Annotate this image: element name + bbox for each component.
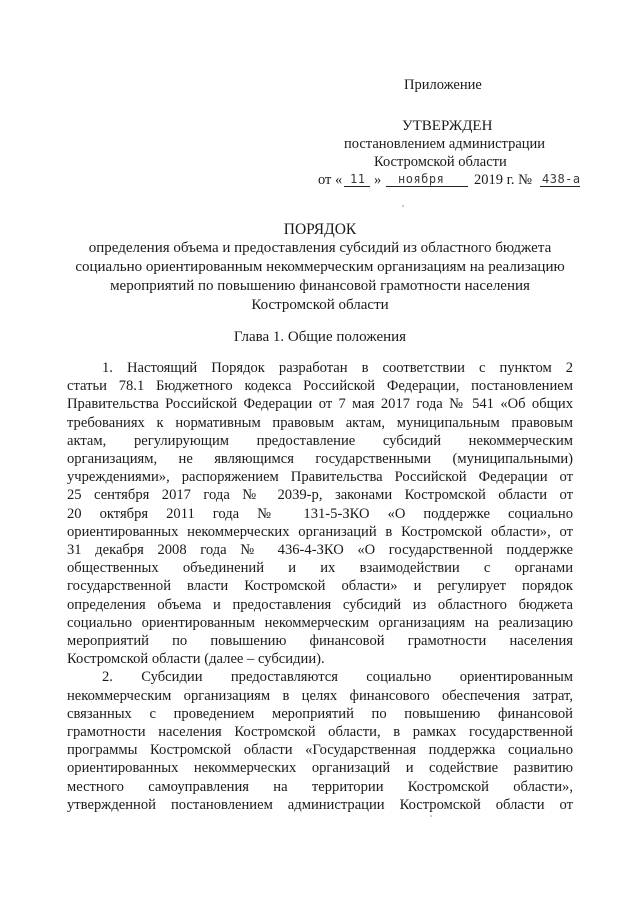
subtitle-line: Костромской области xyxy=(251,297,389,313)
text-line: ориентированных некоммерческих организаций в Костромской области», от xyxy=(67,523,573,540)
text-line: актам, регулирующим предоставление субсидий некоммерческим xyxy=(67,432,573,449)
paragraph-1 xyxy=(67,359,573,814)
region-label: Костромской области xyxy=(374,154,507,170)
text-line: грамотности населения Костромской области, в рамках государственной xyxy=(67,724,573,741)
text-line: организациям, не являющимся государственными (муниципальными) xyxy=(67,451,573,468)
approved-label: УТВЕРЖДЕН xyxy=(402,118,493,134)
appendix-label: Приложение xyxy=(404,77,482,93)
decree-label: постановлением администрации xyxy=(344,136,546,152)
handwritten-number: 438-а xyxy=(542,172,581,186)
handwritten-day: 11 xyxy=(350,172,366,186)
text-line: социально ориентированным некоммерческим организациям на реализацию xyxy=(67,614,573,631)
text-line: ориентированных некоммерческих организаций и содействие развитию xyxy=(67,760,573,777)
text-line: мероприятий по повышению финансовой грамотности населения xyxy=(67,633,573,650)
text-line: 25 сентября 2017 года № 2039-р, законами Костромской области от xyxy=(67,487,573,504)
text-line: утвержденной постановлением администрации Костромской области от xyxy=(67,796,573,813)
text-line: общественных объединений и их взаимодействии с органами xyxy=(67,560,573,577)
text-line: государственной власти Костромской области» и регулирует порядок xyxy=(67,578,573,595)
subtitle-line: мероприятий по повышению финансовой грамотности населения xyxy=(110,278,530,294)
text-line: Костромской области (далее – субсидии). xyxy=(67,651,325,668)
text-line: 1. Настоящий Порядок разработан в соответствии с пунктом 2 xyxy=(102,360,573,376)
text-line: Правительства Российской Федерации от 7 мая 2017 года № 541 «Об общих xyxy=(67,396,573,413)
scan-speck xyxy=(402,205,404,207)
text-line: 2. Субсидии предоставляются социально ориентированным xyxy=(102,669,573,686)
subtitle-line: социально ориентированным некоммерческим организациям на реализацию xyxy=(75,259,565,275)
text-line: требованиях к нормативным правовым актам, муниципальным правовым xyxy=(67,414,573,431)
text-line: 31 декабря 2008 года № 436-4-ЗКО «О государственной поддержке xyxy=(67,542,573,559)
text-line: определения объема и предоставления субсидий из областного бюджета xyxy=(67,596,573,613)
text-line: местного самоуправления на территории Костромской области», xyxy=(67,778,573,795)
text-line: статьи 78.1 Бюджетного кодекса Российской Федерации, постановлением xyxy=(67,378,573,395)
date-line xyxy=(318,171,342,189)
year-number-label: 2019 г. № xyxy=(474,172,533,188)
handwritten-month: ноября xyxy=(398,172,445,186)
subtitle-line: определения объема и предоставления субсидий из областного бюджета xyxy=(88,240,552,256)
date-close-quote: » xyxy=(374,172,382,188)
text-line: некоммерческим организациям в целях финансового обеспечения затрат, xyxy=(67,687,573,704)
chapter-heading: Глава 1. Общие положения xyxy=(233,329,407,345)
date-prefix: от « xyxy=(318,172,343,188)
text-line: связанных с проведением мероприятий по повышению финансовой xyxy=(67,705,573,722)
document-title: ПОРЯДОК xyxy=(283,221,357,238)
text-line: программы Костромской области «Государственная поддержка социально xyxy=(67,742,573,759)
text-line: 20 октября 2011 года № 131-5-ЗКО «О поддержке социально xyxy=(67,505,573,522)
scan-speck xyxy=(430,815,432,817)
document-subtitle xyxy=(60,239,580,315)
text-line: учреждениями», распоряжением Правительства Российской Федерации от xyxy=(67,469,573,486)
